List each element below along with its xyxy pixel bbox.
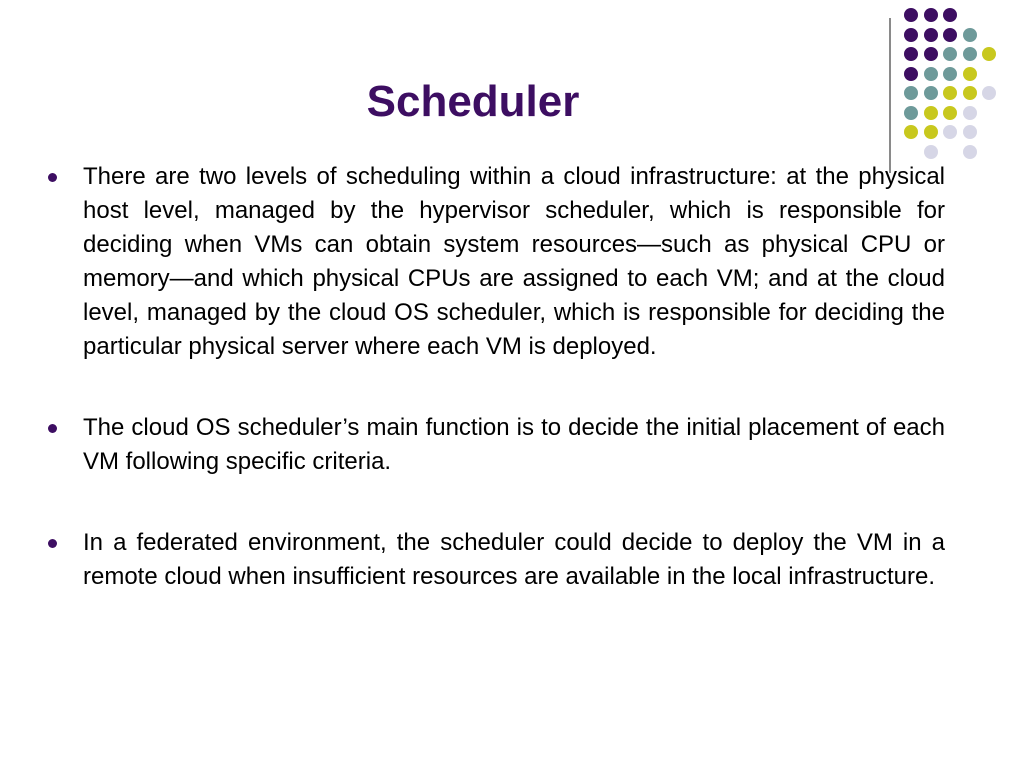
bullet-text: The cloud OS scheduler’s main function is to decide the initial placement of each VM following specific criteria.: [83, 414, 945, 475]
decorative-dot: [924, 145, 938, 159]
decorative-dot: [963, 145, 977, 159]
decorative-dot: [963, 86, 977, 100]
bullet-item: [40, 411, 945, 479]
bullet-dot-icon: [48, 424, 57, 433]
bullet-dot-icon: [48, 539, 57, 548]
decorative-dot: [904, 8, 918, 22]
bullet-text: In a federated environment, the scheduler could decide to deploy the VM in a remote cloud when insufficient resources are available in the local infrastructure.: [83, 529, 945, 590]
slide-title: Scheduler: [366, 77, 580, 126]
decorative-dot: [963, 106, 977, 120]
decorative-dot: [924, 8, 938, 22]
decorative-dot: [904, 28, 918, 42]
decorative-dot: [943, 28, 957, 42]
bullet-text: There are two levels of scheduling within a cloud infrastructure: at the physical host level, managed by the hypervisor scheduler, which is responsible for deciding when VMs can obtain system resources—such as physical CPU or memory—and which physical CPUs are assigned to each VM; and at the cloud level, managed by the cloud OS scheduler, which is responsible for deciding the particular physical server where each VM is deployed.: [83, 163, 945, 360]
bullet-list: [40, 160, 945, 641]
decorative-dot: [943, 47, 957, 61]
decorative-dot: [963, 28, 977, 42]
decorative-dot: [924, 28, 938, 42]
decorative-dot: [943, 8, 957, 22]
decorative-dot: [904, 47, 918, 61]
decorative-dot: [963, 125, 977, 139]
decorative-dot: [963, 47, 977, 61]
bullet-item: [40, 160, 945, 364]
decorative-dot: [963, 67, 977, 81]
bullet-dot-icon: [48, 173, 57, 182]
decorative-dot: [982, 47, 996, 61]
decorative-dot: [982, 86, 996, 100]
bullet-item: [40, 526, 945, 594]
decorative-dot: [924, 47, 938, 61]
